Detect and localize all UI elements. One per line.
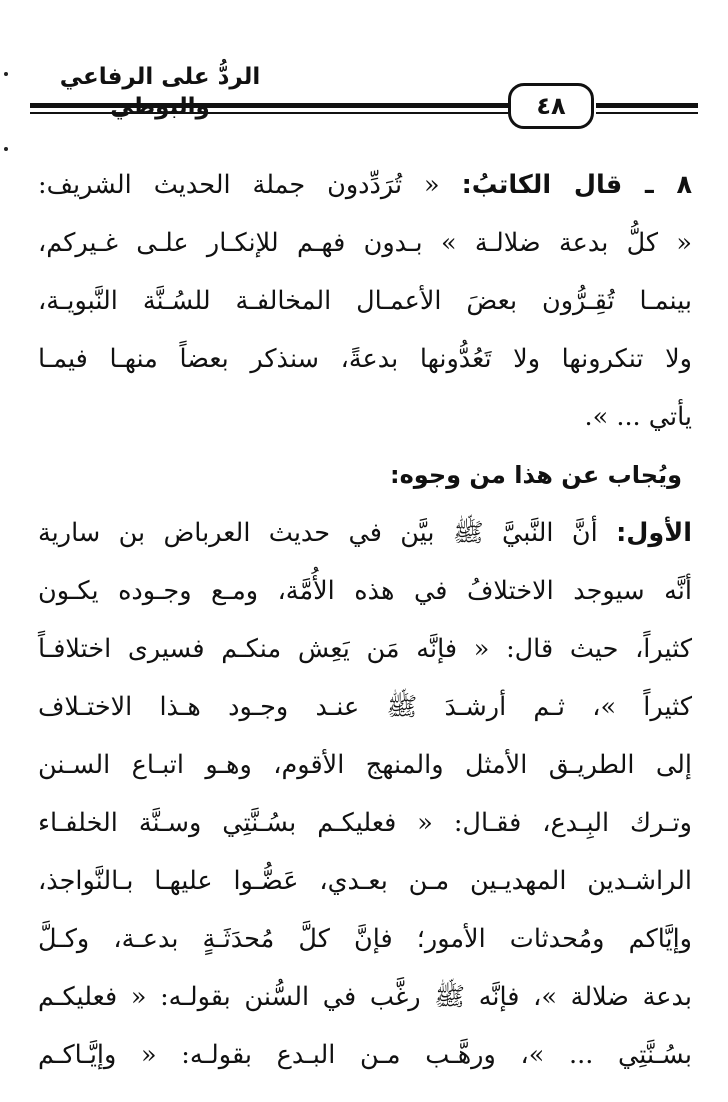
header-rule-thick bbox=[30, 103, 508, 108]
text-line bbox=[38, 852, 692, 910]
text-line bbox=[38, 910, 692, 968]
line-text: « تُرَدِّدون جملة الحديث الشريف: bbox=[38, 170, 462, 200]
header-rule-right-thin bbox=[596, 112, 698, 114]
header-rule-thin bbox=[30, 112, 508, 114]
text-line bbox=[38, 1026, 692, 1084]
margin-mark-bottom bbox=[4, 147, 8, 151]
subheading-text: ويُجاب عن هذا من وجوه: bbox=[390, 461, 682, 489]
line-text: بسُـنَّتِي ... »، ورهَّـب مـن البـدع بقولـه: « وإيَّـاكـم bbox=[38, 1040, 692, 1070]
line-text: « كلُّ بدعة ضلالـة » بـدون فهـم للإنكـار علـى غـيركم، bbox=[38, 228, 692, 258]
line-text: كثيراً »، ثـم أرشـدَ ﷺ عنـد وجـود هـذا الاختـلاف bbox=[38, 692, 692, 722]
text-line bbox=[38, 504, 692, 562]
page-number: ٤٨ bbox=[536, 92, 566, 120]
line-text: وتـرك البِـدع، فقـال: « فعليكـم بسُـنَّتِي وسـنَّة الخلفـاء bbox=[38, 808, 692, 838]
line-text: الراشـدين المهديـين مـن بعـدي، عَضُّـوا عليهـا بـالنَّواجذ، bbox=[38, 866, 692, 896]
line-text: أنَّ النَّبيَّ ﷺ بيَّن في حديث العرباض بن سارية bbox=[38, 518, 617, 548]
subheading bbox=[38, 446, 692, 504]
line-text: أنَّه سيوجد الاختلافُ في هذه الأُمَّة، ومـع وجـوده يكـون bbox=[38, 576, 692, 606]
text-line bbox=[38, 330, 692, 388]
line-text: بدعة ضلالة »، فإنَّه ﷺ رغَّب في السُّنن بقولـه: « فعليكـم bbox=[38, 982, 692, 1012]
page-header bbox=[0, 0, 728, 140]
text-line bbox=[38, 620, 692, 678]
line-text: كثيراً، حيث قال: « فإنَّه مَن يَعِش منكـم فسيرى اختلافـاً bbox=[38, 634, 692, 664]
text-line bbox=[38, 272, 692, 330]
text-line bbox=[38, 678, 692, 736]
page-number-box bbox=[508, 83, 594, 129]
text-line bbox=[38, 968, 692, 1026]
line-text: بينمـا تُقِـرُّون بعضَ الأعمـال المخالفـة للسُـنَّة النَّبويـة، bbox=[38, 286, 692, 316]
line-text: ولا تنكرونها ولا تَعُدُّونها بدعةً، سنذكر بعضاً منهـا فيمـا bbox=[38, 344, 692, 374]
header-rule-right-thick bbox=[596, 103, 698, 108]
text-line bbox=[38, 736, 692, 794]
running-title: الردُّ على الرفاعي bbox=[59, 64, 261, 90]
line-text: وإيَّاكم ومُحدثات الأمور؛ فإنَّ كلَّ مُحدَثَـةٍ بدعـة، وكـلَّ bbox=[38, 924, 692, 954]
text-line bbox=[38, 388, 692, 446]
text-line bbox=[38, 794, 692, 852]
text-line bbox=[38, 562, 692, 620]
line-text: يأتي ... ». bbox=[584, 402, 692, 432]
text-line bbox=[38, 214, 692, 272]
line-text: إلى الطريـق الأمثل والمنهج الأقوم، وهـو اتبـاع السـنن bbox=[38, 750, 692, 780]
section-lead: ٨ ـ قال الكاتبُ: bbox=[461, 170, 693, 200]
body-text bbox=[38, 156, 692, 1084]
point-lead: الأول: bbox=[616, 518, 692, 548]
text-line bbox=[38, 156, 692, 214]
